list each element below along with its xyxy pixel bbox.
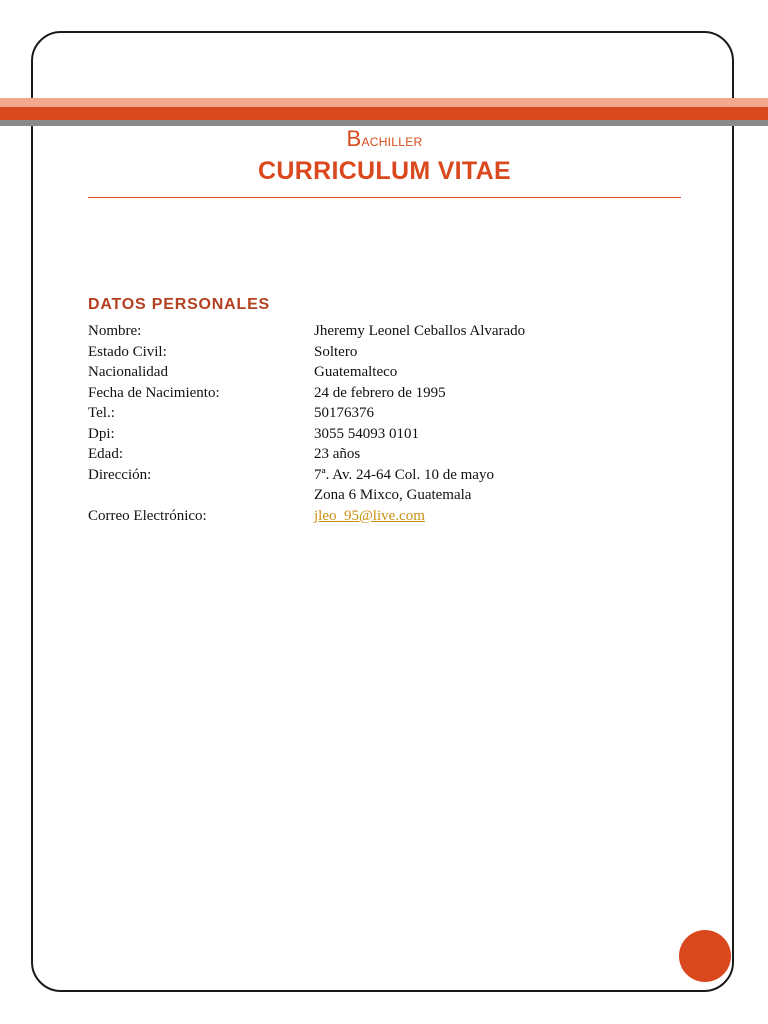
- email-link[interactable]: jleo_95@live.com: [314, 507, 425, 524]
- document-header: [88, 124, 681, 186]
- info-value: 50176376: [314, 405, 374, 421]
- info-label: Nacionalidad: [88, 364, 168, 380]
- info-label: Estado Civil:: [88, 343, 167, 360]
- section-heading-personal: DATOS PERSONALES: [88, 296, 271, 313]
- info-label: Fecha de Nacimiento:: [88, 384, 220, 401]
- info-row-correo: [88, 506, 688, 527]
- info-value: Guatemalteco: [314, 364, 398, 380]
- document-title: CURRICULUM VITAE: [258, 157, 511, 185]
- info-value: Soltero: [314, 343, 358, 360]
- info-row-edad: [88, 444, 688, 465]
- info-value-address: [314, 465, 688, 506]
- decorative-circle: [679, 930, 731, 982]
- info-label: Edad:: [88, 446, 123, 462]
- info-label: Correo Electrónico:: [88, 507, 207, 524]
- personal-info-list: [88, 321, 688, 526]
- info-value: [314, 506, 688, 527]
- address-line-1: 7ª. Av. 24-64 Col. 10 de mayo: [314, 466, 494, 483]
- info-row-dpi: [88, 424, 688, 445]
- info-label: Dpi:: [88, 425, 115, 442]
- header-band-main: [0, 107, 768, 120]
- info-row-direccion: [88, 465, 688, 506]
- info-row-estado-civil: [88, 342, 688, 363]
- header-divider: [88, 197, 681, 198]
- address-line-2: Zona 6 Mixco, Guatemala: [314, 487, 472, 503]
- info-row-fecha-nacimiento: [88, 383, 688, 404]
- info-label: Tel.:: [88, 405, 115, 421]
- info-value: 3055 54093 0101: [314, 425, 419, 442]
- info-value: 24 de febrero de 1995: [314, 384, 446, 401]
- info-value: 23 años: [314, 446, 361, 462]
- info-value: Jheremy Leonel Ceballos Alvarado: [314, 323, 526, 339]
- document-subtitle: Bachiller: [346, 126, 423, 151]
- info-row-nacionalidad: [88, 362, 688, 383]
- info-label: Nombre:: [88, 323, 142, 339]
- info-row-tel: [88, 403, 688, 424]
- header-band-light: [0, 98, 768, 107]
- info-row-nombre: [88, 321, 688, 342]
- info-label: Dirección:: [88, 466, 152, 483]
